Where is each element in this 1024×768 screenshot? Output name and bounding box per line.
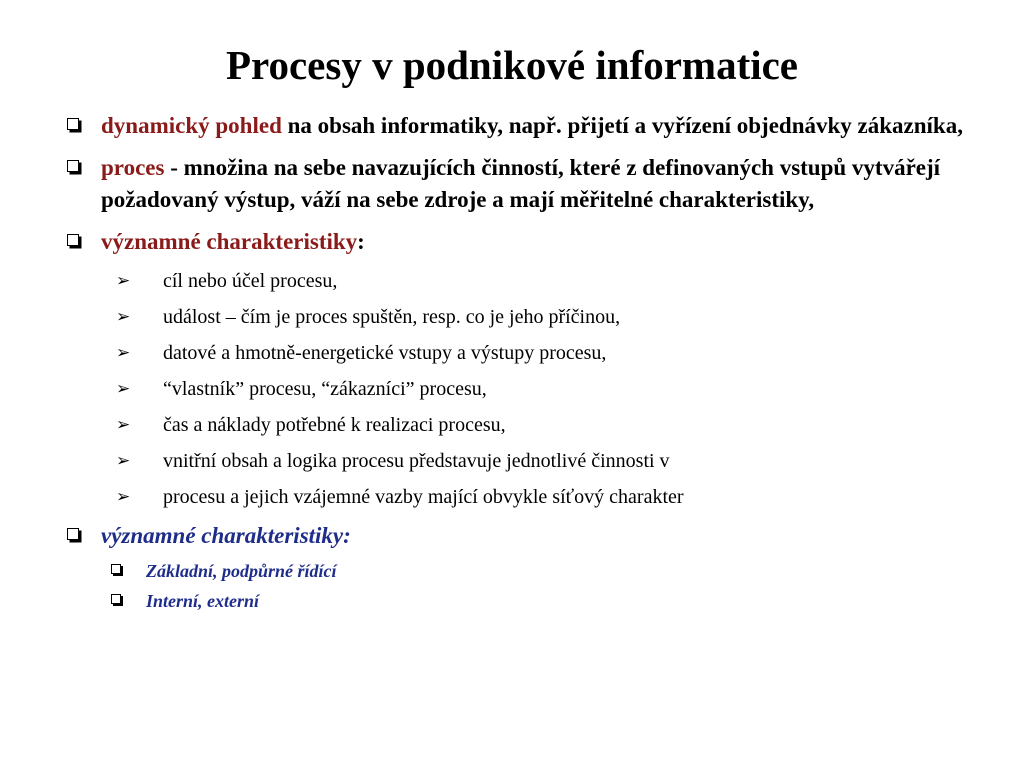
sub-bullet-item (66, 448, 966, 474)
arrow-bullet-icon: ➢ (116, 487, 131, 507)
sub-bullet-text: vnitřní obsah a logika procesu představuje jednotlivé činnosti v (163, 450, 670, 472)
bullet-item (66, 152, 966, 216)
square-bullet-icon (67, 528, 79, 540)
arrow-bullet-icon: ➢ (116, 451, 131, 471)
sub-bullet-text: cíl nebo účel procesu, (163, 270, 338, 292)
arrow-bullet-icon: ➢ (116, 343, 131, 363)
sub-bullet-text: datové a hmotně-energetické vstupy a výstupy procesu, (163, 342, 607, 364)
arrow-bullet-icon: ➢ (116, 307, 131, 327)
square-bullet-icon (111, 564, 121, 574)
sub-bullet-item (66, 304, 966, 330)
bullet-text: na obsah informatiky, např. přijetí a vyřízení objednávky zákazníka, (281, 113, 963, 138)
bullet-text: : (357, 229, 365, 254)
sub-bullet-item (66, 376, 966, 402)
sub-bullet-text: čas a náklady potřebné k realizaci procesu, (163, 414, 506, 436)
sub-bullet-item (66, 268, 966, 294)
sub-bullet-text: událost – čím je proces spuštěn, resp. co je jeho příčinou, (163, 306, 621, 328)
bullet-text: - množina na sebe navazujících činností, které z definovaných vstupů vytvářejí požadovaný výstup, váží na sebe zdroje a mají měřitelné charakteristiky, (101, 155, 941, 212)
square-bullet-icon (67, 234, 79, 246)
square-bullet-icon (111, 594, 121, 604)
bullet-highlight: dynamický pohled (101, 113, 282, 138)
bullet-item (66, 226, 966, 258)
arrow-bullet-icon: ➢ (116, 415, 131, 435)
square-bullet-icon (67, 118, 79, 130)
bullet-highlight: významné charakteristiky (101, 229, 358, 254)
arrow-bullet-icon: ➢ (116, 379, 131, 399)
arrow-bullet-icon: ➢ (116, 271, 131, 291)
sub-bullet-item (66, 340, 966, 366)
bullet-item (66, 110, 966, 142)
sub-bullet-text: procesu a jejich vzájemné vazby mající obvykle síťový charakter (163, 486, 684, 508)
sub-bullet-item (66, 588, 966, 614)
sub-bullet-item (66, 484, 966, 510)
bullet-highlight: proces (101, 155, 165, 180)
sub-bullet-text: “vlastník” procesu, “zákazníci” procesu, (163, 378, 487, 400)
square-bullet-icon (67, 160, 79, 172)
bullet-highlight: významné charakteristiky: (101, 523, 351, 548)
sub-bullet-text: Interní, externí (146, 591, 260, 611)
bullet-list (66, 110, 966, 618)
sub-bullet-item (66, 412, 966, 438)
sub-bullet-text: Základní, podpůrné řídící (146, 561, 337, 581)
bullet-item (66, 520, 966, 552)
sub-bullet-item (66, 558, 966, 584)
slide-title: Procesy v podnikové informatice (225, 42, 799, 88)
